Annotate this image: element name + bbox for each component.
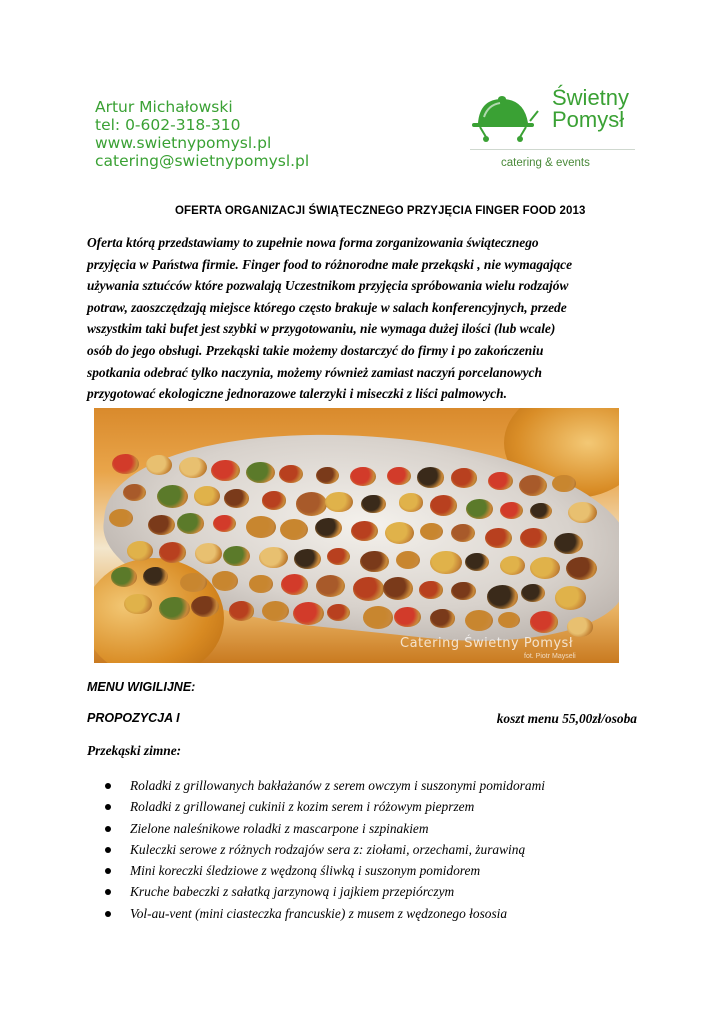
intro-line: spotkania odebrać tylko naczynia, możemy również zamiast naczyń porcelanowych xyxy=(87,364,542,380)
bullet-icon xyxy=(105,847,111,853)
canape xyxy=(361,495,385,513)
intro-line: Oferta którą przedstawiamy to zupełnie nowa forma zorganizowania świątecznego xyxy=(87,235,539,250)
canape xyxy=(520,528,547,548)
canape xyxy=(195,543,222,564)
canape xyxy=(555,586,587,610)
list-item-text: Roladki z grillowanych bakłażanów z serem owczym i suszonymi pomidorami xyxy=(130,778,545,793)
canape xyxy=(351,521,378,541)
canape xyxy=(487,585,518,608)
canape xyxy=(159,597,189,620)
canape xyxy=(327,604,350,621)
finger-food-photo xyxy=(94,408,619,663)
list-item xyxy=(105,881,545,902)
canape xyxy=(451,524,475,542)
menu-heading: MENU WIGILIJNE: xyxy=(87,680,196,694)
contact-block xyxy=(95,98,309,170)
canape xyxy=(229,601,255,620)
cloche-icon xyxy=(470,85,540,145)
canape xyxy=(451,582,476,601)
canape xyxy=(430,609,454,627)
canape xyxy=(325,492,353,513)
intro-line: potraw, zaoszczędzają miejsce którego często brakuje w salach konferencyjnych, przede xyxy=(87,299,567,315)
canape xyxy=(259,547,288,568)
bullet-icon xyxy=(105,826,111,832)
canape xyxy=(112,454,139,474)
list-item-text: Vol-au-vent (mini ciasteczka francuskie) z musem z wędzonego łososia xyxy=(130,905,508,921)
contact-website[interactable]: www.swietnypomysl.pl xyxy=(95,134,272,152)
canape xyxy=(293,602,324,625)
canape xyxy=(279,465,303,483)
canape xyxy=(419,581,442,599)
list-item-text: Kuleczki serowe z różnych rodzajów sera z: ziołami, orzechami, żurawiną xyxy=(130,841,526,857)
canape xyxy=(296,492,327,515)
canape xyxy=(530,611,558,632)
canape xyxy=(430,495,458,516)
canape xyxy=(180,573,207,593)
intro-paragraph xyxy=(87,232,622,405)
proposal-label: PROPOZYCJA I xyxy=(87,711,180,725)
canape xyxy=(177,513,204,533)
list-item-text: Mini koreczki śledziowe z wędzoną śliwką i suszonym pomidorem xyxy=(130,863,481,879)
intro-line: przyjęcia w Państwa firmie. Finger food to różnorodne małe przekąski , nie wymagające xyxy=(87,256,573,272)
company-logo xyxy=(470,85,640,175)
canape xyxy=(466,499,493,519)
brand-name xyxy=(552,87,629,131)
bullet-icon xyxy=(105,783,111,789)
canape xyxy=(363,606,393,629)
bullet-icon xyxy=(105,804,111,810)
menu-items-list xyxy=(105,775,545,924)
canape xyxy=(465,553,489,571)
intro-line: używania sztućców które pozwalają Uczestnikom przyjęcia spróbowania wielu rodzajów xyxy=(87,278,569,294)
canape xyxy=(488,472,512,490)
intro-line: przygotować ekologiczne jednorazowe talerzyki i miseczki z liści palmowych. xyxy=(87,386,507,402)
canape xyxy=(327,548,350,565)
canape xyxy=(223,546,249,566)
list-item-text: Roladki z grillowanej cukinii z kozim serem i różowym pieprzem xyxy=(130,799,475,815)
canape xyxy=(420,523,443,540)
canape xyxy=(417,467,444,488)
contact-email[interactable]: catering@swietnypomysl.pl xyxy=(95,152,310,170)
canape xyxy=(262,601,288,621)
canape xyxy=(567,617,593,637)
canape xyxy=(360,551,389,572)
canape xyxy=(399,493,424,512)
logo-divider xyxy=(470,149,635,150)
canape xyxy=(146,455,172,475)
canape xyxy=(387,467,411,485)
canape xyxy=(294,549,321,569)
canape xyxy=(396,551,420,569)
canape xyxy=(394,607,421,627)
canape xyxy=(262,491,287,510)
list-item xyxy=(105,860,545,881)
canape xyxy=(159,542,186,562)
bullet-icon xyxy=(105,911,111,917)
canape xyxy=(246,462,275,484)
canape xyxy=(430,551,462,575)
canape xyxy=(519,475,547,496)
canape xyxy=(143,567,168,586)
intro-line: wszystkim taki bufet jest szybki w przygotowaniu, nie wymaga dużej ilości (lub wcale) xyxy=(87,321,556,337)
logo-tagline: catering & events xyxy=(501,157,590,169)
canape xyxy=(485,528,511,548)
list-item xyxy=(105,903,545,924)
list-item xyxy=(105,839,545,860)
bullet-icon xyxy=(105,868,111,874)
canape xyxy=(552,475,575,493)
canape xyxy=(554,533,583,554)
contact-name: Artur Michałowski xyxy=(95,98,233,116)
canape xyxy=(124,594,152,615)
contact-phone: tel: 0-602-318-310 xyxy=(95,116,241,134)
canape xyxy=(451,468,477,487)
canape xyxy=(213,515,236,532)
canape xyxy=(498,612,520,629)
canape xyxy=(353,577,384,600)
canape xyxy=(249,575,272,592)
canape xyxy=(280,519,308,540)
canape xyxy=(316,467,339,484)
canape xyxy=(530,503,552,520)
section-cold-appetizers: Przekąski zimne: xyxy=(87,743,182,758)
photo-credit: fot. Piotr Mayseli xyxy=(524,653,576,660)
brand-line-1: Świetny xyxy=(552,85,630,110)
photo-watermark: Catering Świetny Pomysł xyxy=(400,636,574,651)
list-item-text: Kruche babeczki z sałatką jarzynową i jajkiem przepiórczym xyxy=(130,884,455,900)
document-title: OFERTA ORGANIZACJI ŚWIĄTECZNEGO PRZYJĘCIA FINGER FOOD 2013 xyxy=(175,205,586,217)
list-item xyxy=(105,775,545,796)
list-item-text: Zielone naleśnikowe roladki z mascarpone i szpinakiem xyxy=(130,820,429,836)
list-item xyxy=(105,818,545,839)
brand-line-2: Pomysł xyxy=(552,107,625,132)
canape xyxy=(224,489,249,507)
menu-cost: koszt menu 55,00zł/osoba xyxy=(496,711,637,726)
bullet-icon xyxy=(105,889,111,895)
intro-line: osób do jego obsługi. Przekąski takie możemy dostarczyć do firmy i po zakończeniu xyxy=(87,342,544,358)
canape xyxy=(109,509,133,527)
list-item xyxy=(105,796,545,817)
canape xyxy=(568,502,597,523)
canape xyxy=(246,516,276,538)
canape xyxy=(281,574,308,595)
